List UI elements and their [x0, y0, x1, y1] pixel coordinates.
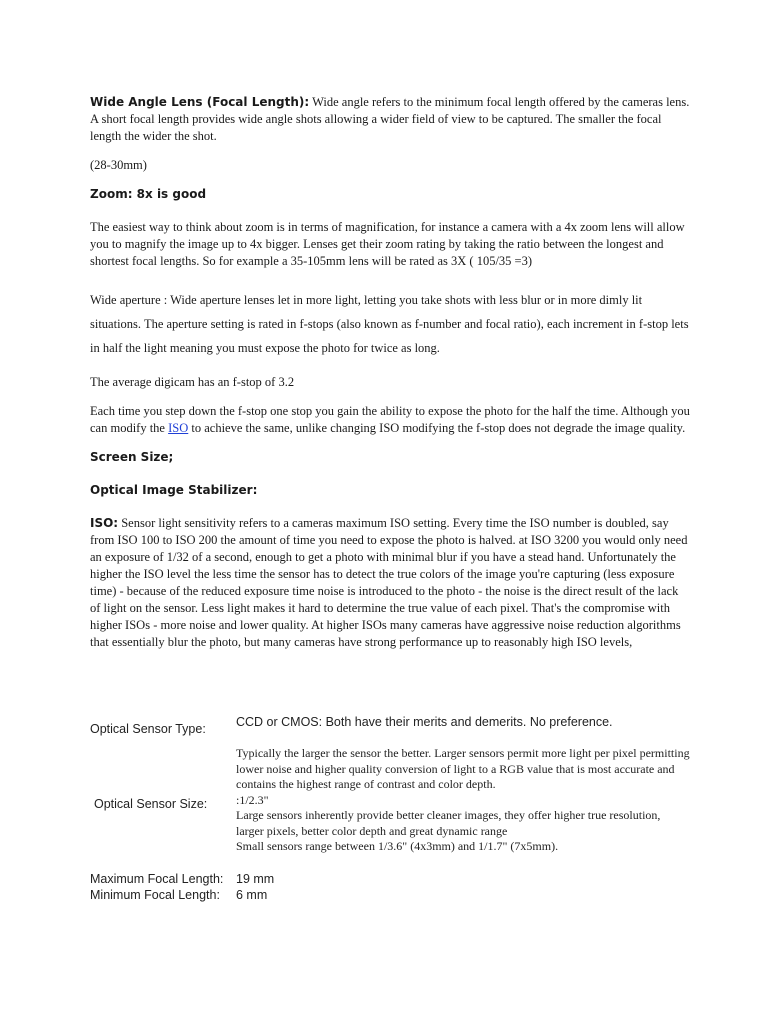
aperture-paragraph: Wide aperture : Wide aperture lenses let in more light, letting you take shots with less blur or in more dimly lit situations. The aperture setting is rated in f-stops (also known as f-number and focal ratio), each increment in f-stop lets in half the light meaning you must expose the photo for twice as long. — [90, 293, 689, 355]
fstop-paragraph — [90, 403, 690, 437]
sensor-size-label: Optical Sensor Size: — [94, 797, 208, 812]
sensor-type-value: CCD or CMOS: Both have their merits and demerits. No preference. — [236, 715, 613, 729]
wide-angle-text: Wide angle refers to the minimum focal length offered by the cameras lens. A short focal length provides wide angle shots allowing a wider field of view to be captured. The smaller the focal length the wider the shot. — [90, 95, 690, 143]
min-focal-value: 6 mm — [236, 887, 268, 902]
digicam-text: The average digicam has an f-stop of 3.2 — [90, 375, 295, 389]
max-focal-value: 19 mm — [236, 871, 275, 886]
max-focal-label: Maximum Focal Length: — [90, 871, 224, 886]
iso-paragraph — [90, 515, 690, 651]
sensor-size-value — [236, 746, 690, 863]
sensor-size-line: Typically the larger the sensor the better. Larger sensors permit more light per pixel permitting lower noise and higher quality conversion of light to a RGB value that is most accurate and contains the highest range of contrast and color depth. — [236, 746, 690, 791]
spec-row-min-focal — [90, 887, 690, 903]
document-body — [90, 94, 690, 663]
sensor-size-line: :1/2.3" — [236, 792, 269, 807]
fstop-text-before: Each time you step down the f-stop one stop you gain the ability to expose the photo for the half the time. Although you can modify the — [90, 404, 690, 435]
sensor-type-label: Optical Sensor Type: — [90, 722, 206, 736]
stabilizer-heading: Optical Image Stabilizer: — [90, 483, 258, 497]
iso-link[interactable]: ISO — [168, 421, 189, 435]
zoom-paragraph: The easiest way to think about zoom is in terms of magnification, for instance a camera with a 4x zoom lens will allow you to magnify the image up to 4x bigger. Lenses get their zoom rating by taking the ratio between the longest and shortest focal lengths. So for example a 35-105mm lens will be rated as 3X ( 105/35 =3) — [90, 220, 685, 268]
wide-angle-paragraph — [90, 94, 690, 145]
spec-row-sensor-type — [90, 712, 690, 746]
spec-row-sensor-size — [90, 746, 690, 863]
spec-row-max-focal — [90, 863, 690, 887]
fstop-text-after: to achieve the same, unlike changing ISO modifying the f-stop does not degrade the image quality. — [188, 421, 686, 435]
sensor-size-line: Large sensors inherently provide better cleaner images, they offer higher true resolution, larger pixels, better color depth and great dynamic range — [236, 808, 661, 838]
focal-range-text: (28-30mm) — [90, 158, 147, 172]
iso-text: Sensor light sensitivity refers to a cameras maximum ISO setting. Every time the ISO number is doubled, say from ISO 100 to ISO 200 the amount of time you need to expose the photo is halved. at ISO 3200 you would only need an exposure of 1/32 of a second, enough to get a photo with minimal blur if you have a stead hand. Unfortunately the higher the ISO level the less time the sensor has to detect the true colors of the image you're capturing (less exposure time) - because of the reduced exposure time noise is introduced to the photo - the noise is the direct result of the lack of light on the sensor. Less light makes it hard to determine the true value of each pixel. That's the compromise with higher ISOs - more noise and lower quality. At higher ISOs many cameras have aggressive noise reduction algorithms that essentially blur the photo, but many cameras have strong performance up to reasonably high ISO levels, — [90, 516, 688, 649]
spec-table — [90, 712, 690, 903]
min-focal-label: Minimum Focal Length: — [90, 887, 220, 902]
zoom-heading: Zoom: 8x is good — [90, 187, 207, 201]
sensor-size-line: Small sensors range between 1/3.6" (4x3mm) and 1/1.7" (7x5mm). — [236, 839, 559, 853]
iso-heading: ISO: — [90, 516, 119, 530]
wide-angle-heading: Wide Angle Lens (Focal Length): — [90, 95, 310, 109]
screen-size-heading: Screen Size; — [90, 450, 174, 464]
